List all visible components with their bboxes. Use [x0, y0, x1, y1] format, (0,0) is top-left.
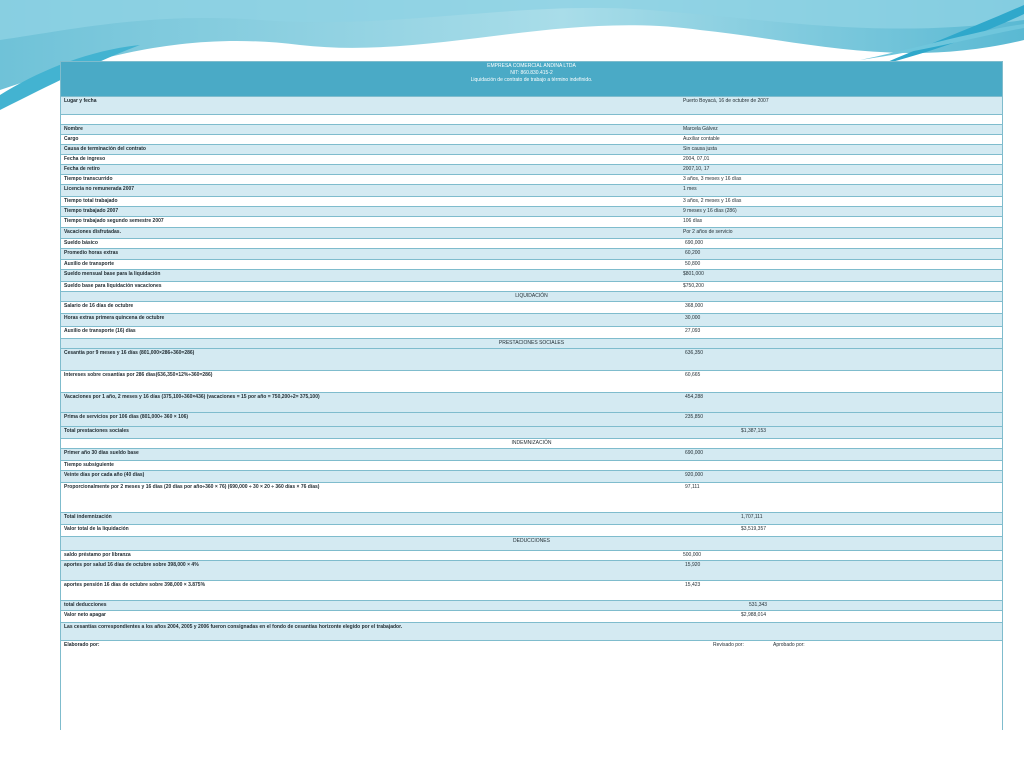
section-title: DEDUCCIONES — [513, 538, 550, 544]
row-value: 106 días — [683, 218, 703, 224]
row-causa — [61, 144, 1002, 154]
sheet-header — [61, 62, 1002, 96]
row-value: 531,343 — [749, 602, 768, 608]
row-label: Vacaciones disfrutadas. — [64, 229, 121, 235]
row-value: Sin causa justa — [683, 146, 717, 152]
row-label: Tiempo total trabajado — [64, 198, 118, 204]
row-label: Valor neto apagar — [64, 612, 106, 618]
row-value: 50,800 — [685, 261, 701, 267]
row-value: 235,850 — [685, 414, 704, 420]
row-value: $3,519,357 — [741, 526, 767, 532]
row-ingreso — [61, 154, 1002, 164]
row-label: Intereses sobre cesantías por 286 días(636,350×12%÷360=286) — [64, 372, 213, 378]
section-deducciones — [61, 536, 1002, 550]
row-label: Total prestaciones sociales — [64, 428, 129, 434]
row-intereses — [61, 370, 1002, 392]
row-value: 500,000 — [683, 552, 702, 558]
row-label: Sueldo mensual base para la liquidación — [64, 271, 161, 277]
company-nit: NIT: 860.830.415-2 — [510, 70, 553, 76]
row-label: Tiempo transcurrido — [64, 176, 113, 182]
row-value: Marcela Gálvez — [683, 126, 718, 132]
row-value: 3 años, 3 meses y 16 días — [683, 176, 742, 182]
row-label: Auxilio de transporte — [64, 261, 115, 267]
section-title: PRESTACIONES SOCIALES — [498, 340, 565, 346]
row-value: 15,920 — [685, 562, 701, 568]
row-label: Veinte días por cada año (40 días) — [64, 472, 145, 478]
row-tiempo-semestre — [61, 216, 1002, 227]
row-value: 9 meses y 16 días (286) — [683, 208, 737, 214]
row-spacer — [61, 114, 1002, 124]
row-auxilio-16 — [61, 326, 1002, 338]
row-value: $2,988,014 — [741, 612, 767, 618]
section-prestaciones — [61, 338, 1002, 348]
row-retiro — [61, 164, 1002, 174]
note-text: Las cesantías correspondientes a los años 2004, 2005 y 2006 fueron consignadas en el fondo de cesantías horizonte elegido por el trabajador. — [64, 624, 403, 630]
section-title: LIQUIDACIÓN — [515, 293, 548, 299]
row-primer-ano — [61, 448, 1002, 460]
liquidation-sheet — [60, 61, 1003, 730]
row-value: 368,000 — [685, 303, 704, 309]
row-tiempo-total — [61, 196, 1002, 206]
row-value: 60,665 — [685, 372, 701, 378]
row-value: 30,000 — [685, 315, 701, 321]
row-value: Puerto Boyacá, 16 de octubre de 2007 — [683, 98, 769, 104]
row-value: 1,707,111 — [741, 514, 763, 520]
row-firmas — [61, 640, 1002, 730]
row-sueldo-base-liq — [61, 269, 1002, 281]
row-label: total deducciones — [64, 602, 107, 608]
row-label: Fecha de retiro — [64, 166, 100, 172]
row-proporcional — [61, 482, 1002, 512]
row-value: 636,350 — [685, 350, 704, 356]
row-vacaciones-disfrutadas — [61, 227, 1002, 238]
row-prestamo — [61, 550, 1002, 560]
row-value: Por 2 años de servicio — [683, 229, 733, 235]
row-label: Vacaciones por 1 año, 2 meses y 16 días (375,100÷360×436) (vacaciones = 15 por año = 750,200÷2= 375,100) — [64, 394, 320, 400]
row-value: 920,000 — [685, 472, 704, 478]
row-value: 60,200 — [685, 250, 701, 256]
row-label: Licencia no remunerada 2007 — [64, 186, 135, 192]
row-label: saldo préstamo por libranza — [64, 552, 131, 558]
row-promedio-horas — [61, 248, 1002, 259]
row-label: Tiempo trabajado segundo semestre 2007 — [64, 218, 164, 224]
row-salario-16 — [61, 301, 1002, 313]
row-value: 1 mes — [683, 186, 697, 192]
row-label: Tiempo subsiguiente — [64, 462, 114, 468]
row-nombre — [61, 124, 1002, 134]
row-label: Cesantía por 9 meses y 16 días (801,000×286÷360=286) — [64, 350, 195, 356]
row-label: Salario de 16 días de octubre — [64, 303, 134, 309]
row-label: Total indemnización — [64, 514, 112, 520]
row-label: Fecha de ingreso — [64, 156, 106, 162]
section-title: INDEMNIZACIÓN — [511, 440, 552, 446]
row-value: 2004, 07,01 — [683, 156, 710, 162]
row-tiempo-transcurrido — [61, 174, 1002, 184]
row-value: 2007,10, 17 — [683, 166, 710, 172]
row-pension — [61, 580, 1002, 600]
row-value: $750,200 — [683, 283, 704, 289]
row-label: Sueldo básico — [64, 240, 98, 246]
row-veinte-dias — [61, 470, 1002, 482]
row-value: 690,000 — [685, 240, 704, 246]
row-value: $1,387,153 — [741, 428, 767, 434]
row-auxilio-transporte — [61, 259, 1002, 269]
sheet-subtitle: Liquidación de contrato de trabajo a término indefinido. — [470, 77, 593, 83]
row-label: aportes por salud 16 días de octubre sobre 398,000 × 4% — [64, 562, 199, 568]
section-indemnizacion — [61, 438, 1002, 448]
row-label: Tiempo trabajado 2007 — [64, 208, 119, 214]
row-cesantia — [61, 348, 1002, 370]
row-value: 15,423 — [685, 582, 701, 588]
row-cargo — [61, 134, 1002, 144]
row-sueldo-base-vac — [61, 281, 1002, 291]
row-tiempo-subsiguiente — [61, 460, 1002, 470]
row-value: 97,111 — [685, 484, 700, 490]
row-label: Primer año 30 días sueldo base — [64, 450, 139, 456]
row-label: Prima de servicios por 106 días (801,000÷ 360 × 106) — [64, 414, 189, 420]
row-valor-neto — [61, 610, 1002, 622]
aprobado-label: Aprobado por: — [773, 642, 805, 648]
elaborado-label: Elaborado por: — [64, 642, 100, 648]
row-value: 454,288 — [685, 394, 704, 400]
revisado-label: Revisado por: — [713, 642, 744, 648]
row-label: Valor total de la liquidación — [64, 526, 129, 532]
row-label: aportes pensión 16 días de octubre sobre 398,000 × 3.875% — [64, 582, 206, 588]
row-total-prestaciones — [61, 426, 1002, 438]
row-total-indemnizacion — [61, 512, 1002, 524]
row-label: Horas extras primera quincena de octubre — [64, 315, 165, 321]
row-value: $801,000 — [683, 271, 704, 277]
row-salud — [61, 560, 1002, 580]
row-value: 690,000 — [685, 450, 704, 456]
row-sueldo-basico — [61, 238, 1002, 248]
row-label: Proporcionalmente por 2 meses y 16 días (20 días por año÷360 × 76) (690,000 ÷ 30 × 20 ÷ 360 días × 76 días) — [64, 484, 320, 490]
row-lugar — [61, 96, 1002, 114]
row-label: Sueldo base para liquidación vacaciones — [64, 283, 162, 289]
row-label: Causa de terminación del contrato — [64, 146, 146, 152]
row-value: 3 años, 2 meses y 16 días — [683, 198, 742, 204]
row-value: 27,093 — [685, 328, 701, 334]
row-label: Nombre — [64, 126, 83, 132]
row-nota — [61, 622, 1002, 640]
row-licencia — [61, 184, 1002, 196]
row-horas-extras — [61, 313, 1002, 326]
row-valor-total — [61, 524, 1002, 536]
row-label: Cargo — [64, 136, 79, 142]
row-total-deducciones — [61, 600, 1002, 610]
row-tiempo-2007 — [61, 206, 1002, 216]
row-value: Auxiliar contable — [683, 136, 720, 142]
row-label: Promedio horas extras — [64, 250, 119, 256]
row-label: Lugar y fecha — [64, 98, 97, 104]
row-label: Auxilio de transporte (16) días — [64, 328, 136, 334]
company-name: EMPRESA COMERCIAL ANDINA LTDA — [487, 63, 576, 69]
section-liquidacion — [61, 291, 1002, 301]
